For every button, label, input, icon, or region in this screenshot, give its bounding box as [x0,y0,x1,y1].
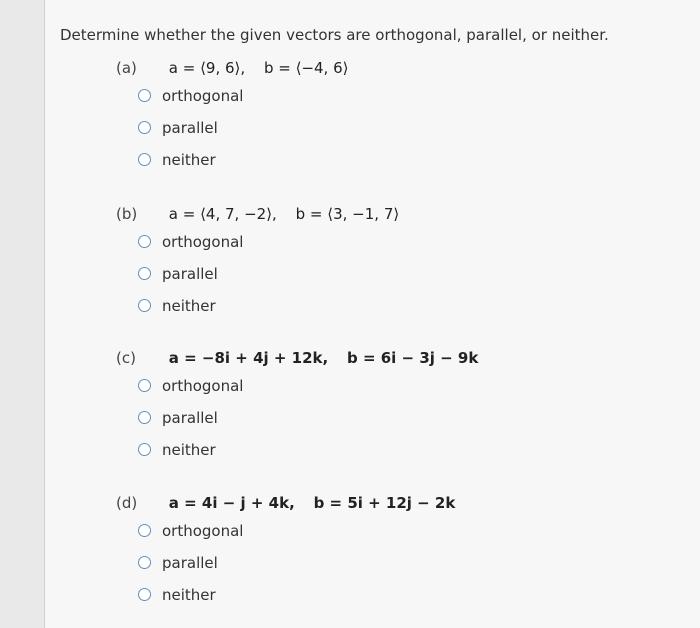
part-c-label: (c) [116,349,136,367]
radio-button-icon[interactable] [138,121,151,134]
part-b-header [116,202,596,226]
option-label: orthogonal [162,522,244,540]
radio-button-icon[interactable] [138,379,151,392]
radio-button-icon[interactable] [138,411,151,424]
option-label: parallel [162,119,218,137]
part-a-label: (a) [116,59,137,77]
option-label: neither [162,586,216,604]
radio-button-icon[interactable] [138,235,151,248]
part-d [116,491,596,611]
option-label: orthogonal [162,233,244,251]
part-b-option-neither[interactable] [116,290,596,322]
part-a-option-orthogonal[interactable] [116,80,596,112]
question-prompt: Determine whether the given vectors are orthogonal, parallel, or neither. [60,26,609,44]
part-c-vector-b: b = 6i − 3j − 9k [347,349,479,367]
radio-button-icon[interactable] [138,556,151,569]
part-c [116,346,596,466]
radio-button-icon[interactable] [138,89,151,102]
part-c-header [116,346,596,370]
part-a-option-parallel[interactable] [116,112,596,144]
part-b-vector-a: a = ⟨4, 7, −2⟩, [168,205,277,223]
part-b-vector-b: b = ⟨3, −1, 7⟩ [295,205,400,223]
part-d-option-neither[interactable] [116,579,596,611]
option-label: parallel [162,554,218,572]
part-d-option-orthogonal[interactable] [116,515,596,547]
part-a [116,56,596,176]
part-d-vector-a: a = 4i − j + 4k, [168,494,295,512]
part-a-header [116,56,596,80]
option-label: orthogonal [162,87,244,105]
radio-button-icon[interactable] [138,153,151,166]
part-d-label: (d) [116,494,138,512]
option-label: parallel [162,409,218,427]
part-c-option-neither[interactable] [116,434,596,466]
part-c-vector-a: a = −8i + 4j + 12k, [168,349,329,367]
part-b-label: (b) [116,205,138,223]
part-c-option-parallel[interactable] [116,402,596,434]
radio-button-icon[interactable] [138,267,151,280]
option-label: neither [162,297,216,315]
part-a-option-neither[interactable] [116,144,596,176]
part-b-option-parallel[interactable] [116,258,596,290]
option-label: parallel [162,265,218,283]
option-label: orthogonal [162,377,244,395]
part-b [116,202,596,322]
option-label: neither [162,151,216,169]
part-d-option-parallel[interactable] [116,547,596,579]
radio-button-icon[interactable] [138,299,151,312]
part-a-vector-a: a = ⟨9, 6⟩, [168,59,246,77]
radio-button-icon[interactable] [138,588,151,601]
part-d-vector-b: b = 5i + 12j − 2k [313,494,456,512]
part-d-header [116,491,596,515]
radio-button-icon[interactable] [138,524,151,537]
part-a-vector-b: b = ⟨−4, 6⟩ [263,59,349,77]
option-label: neither [162,441,216,459]
part-c-option-orthogonal[interactable] [116,370,596,402]
part-b-option-orthogonal[interactable] [116,226,596,258]
radio-button-icon[interactable] [138,443,151,456]
